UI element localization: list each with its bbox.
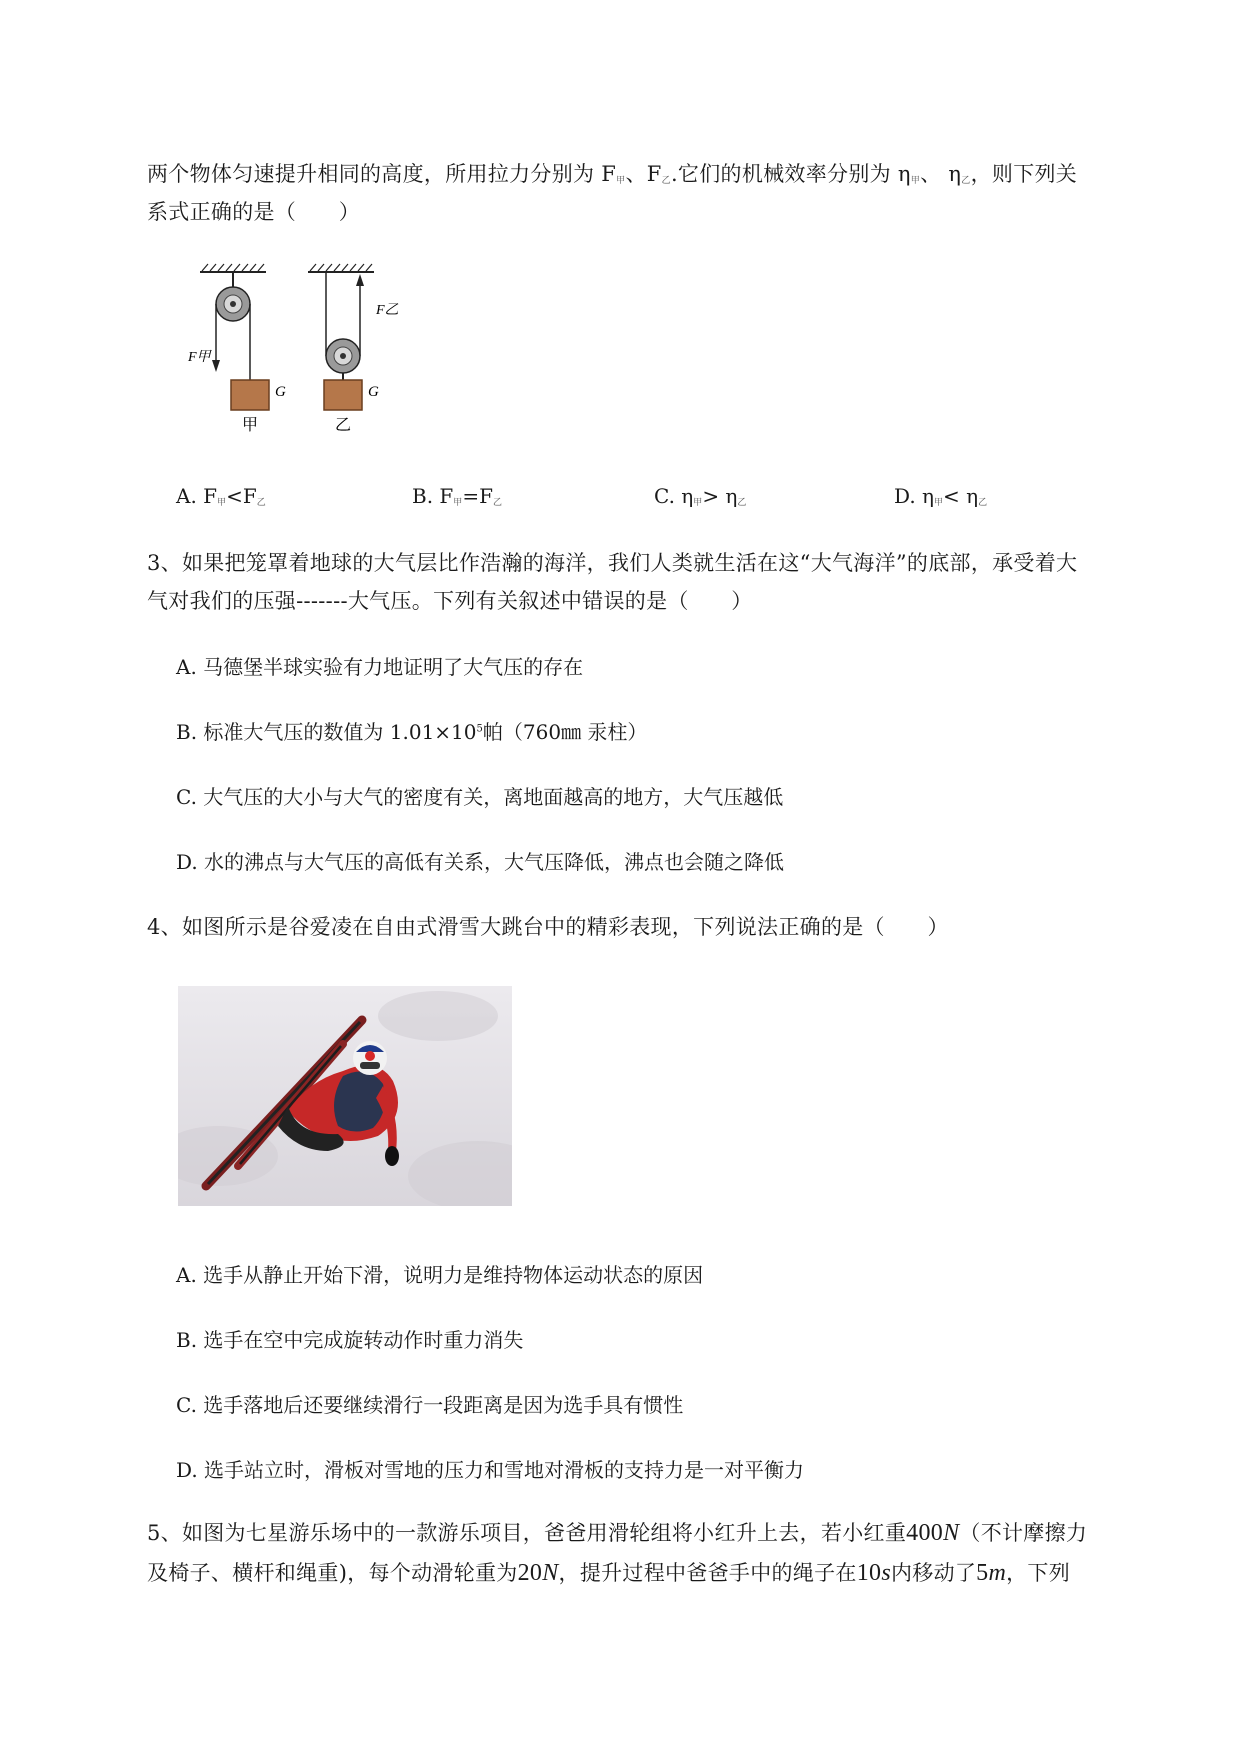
q2-option-a[interactable]: A. $F_甲<F_乙$ [176,484,266,508]
q5-stem-line2: 及椅子、横杆和绳重)，每个动滑轮重为20N，提升过程中爸爸手中的绳子在10s内移动了5m，下列 [147,1560,1071,1586]
q3-option-d[interactable]: D. 水的沸点与大气压的高低有关系，大气压降低，沸点也会随之降低 [176,850,785,874]
skier-photo [178,986,512,1206]
q3-stem-line2: 气对我们的压强-------大气压。下列有关叙述中错误的是（ ） [147,589,753,613]
q5-stem-line1: 5、如图为七星游乐场中的一款游乐项目，爸爸用滑轮组将小红升上去，若小红重400N（不计摩擦力 [147,1520,1088,1546]
q4-option-b[interactable]: B. 选手在空中完成旋转动作时重力消失 [176,1328,524,1352]
q3-stem-line1: 3、如果把笼罩着地球的大气层比作浩瀚的海洋，我们人类就生活在这“大气海洋”的底部，承受着大 [147,551,1078,575]
q3-option-c[interactable]: C. 大气压的大小与大气的密度有关，离地面越高的地方，大气压越低 [176,785,784,809]
force-jia-label: F甲 [188,350,211,365]
q4-stem-line1: 4、如图所示是谷爱凌在自由式滑雪大跳台中的精彩表现，下列说法正确的是（ ） [147,915,949,939]
q4-option-c[interactable]: C. 选手落地后还要继续滑行一段距离是因为选手具有惯性 [176,1393,684,1417]
label-yi: 乙 [335,415,352,434]
q2-stem-line2: 系式正确的是（ ） [147,200,360,224]
q3-option-b[interactable]: B. 标准大气压的数值为 $1.01\times 10^5$帕（760㎜ 汞柱） [176,720,648,744]
q3-option-a[interactable]: A. 马德堡半球实验有力地证明了大气压的存在 [176,655,584,679]
q4-option-d[interactable]: D. 选手站立时，滑板对雪地的压力和雪地对滑板的支持力是一对平衡力 [176,1458,805,1482]
q2-option-d[interactable]: D. $\eta_甲< \eta_乙$ [894,484,988,508]
weight-left-label: G [275,384,286,400]
q2-option-c[interactable]: C. $\eta_甲> \eta_乙$ [654,484,747,508]
pulley-figure [180,262,460,442]
q2-stem-line1: 两个物体匀速提升相同的高度，所用拉力分别为 $F_甲$、$F_乙$.它们的机械效率分别为 $\eta_甲$、 $\eta_乙$，则下列关 [147,162,1078,186]
force-yi-label: F乙 [376,303,399,318]
q4-option-a[interactable]: A. 选手从静止开始下滑，说明力是维持物体运动状态的原因 [176,1263,704,1287]
weight-right-label: G [368,384,379,400]
q2-option-b[interactable]: B. $F_甲=F_乙$ [412,484,502,508]
label-jia: 甲 [242,415,259,434]
